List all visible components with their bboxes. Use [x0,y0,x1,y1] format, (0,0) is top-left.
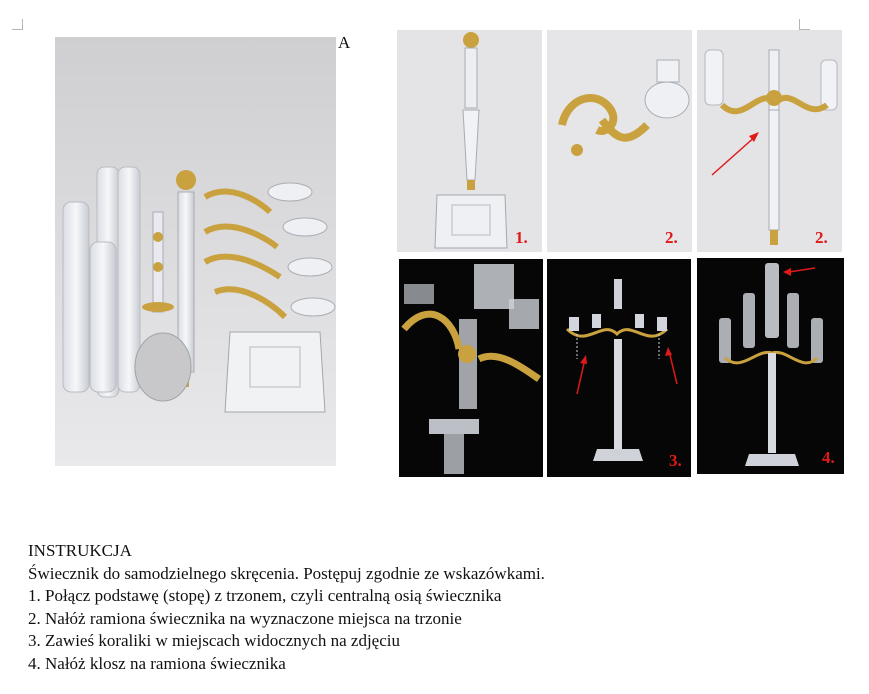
step-photo-6 [697,258,844,474]
corner-letter: A [338,33,351,52]
instructions-block [28,540,828,675]
step-label-3: 2. [815,228,828,247]
instruction-step: 2. Nałóż ramiona świecznika na wyznaczone miejsca na trzonie [28,608,462,628]
instruction-step: 1. Połącz podstawę (stopę) z trzonem, czyli centralną osią świecznika [28,586,502,605]
instruction-step: 3. Zawieś koraliki w miejscach widocznych na zdjęciu [28,631,400,650]
page-corner-mark-right [799,19,810,30]
step-photo-5 [547,259,691,477]
instructions-heading: INSTRUKCJA [28,541,132,560]
step-photo-4 [399,259,543,477]
step-label-1: 1. [515,228,528,247]
instructions-intro: Świecznik do samodzielnego skręcenia. Postępuj zgodnie ze wskazówkami. [28,563,545,583]
step-label-6: 4. [822,448,835,467]
step-label-5: 3. [669,451,682,470]
step-photo-3 [697,30,842,252]
step-photo-2 [547,30,692,252]
step-label-2: 2. [665,228,678,247]
instruction-step: 4. Nałóż klosz na ramiona świecznika [28,653,286,673]
parts-photo [55,37,336,466]
page-corner-mark-left [12,19,23,30]
step-photo-1 [397,30,542,252]
